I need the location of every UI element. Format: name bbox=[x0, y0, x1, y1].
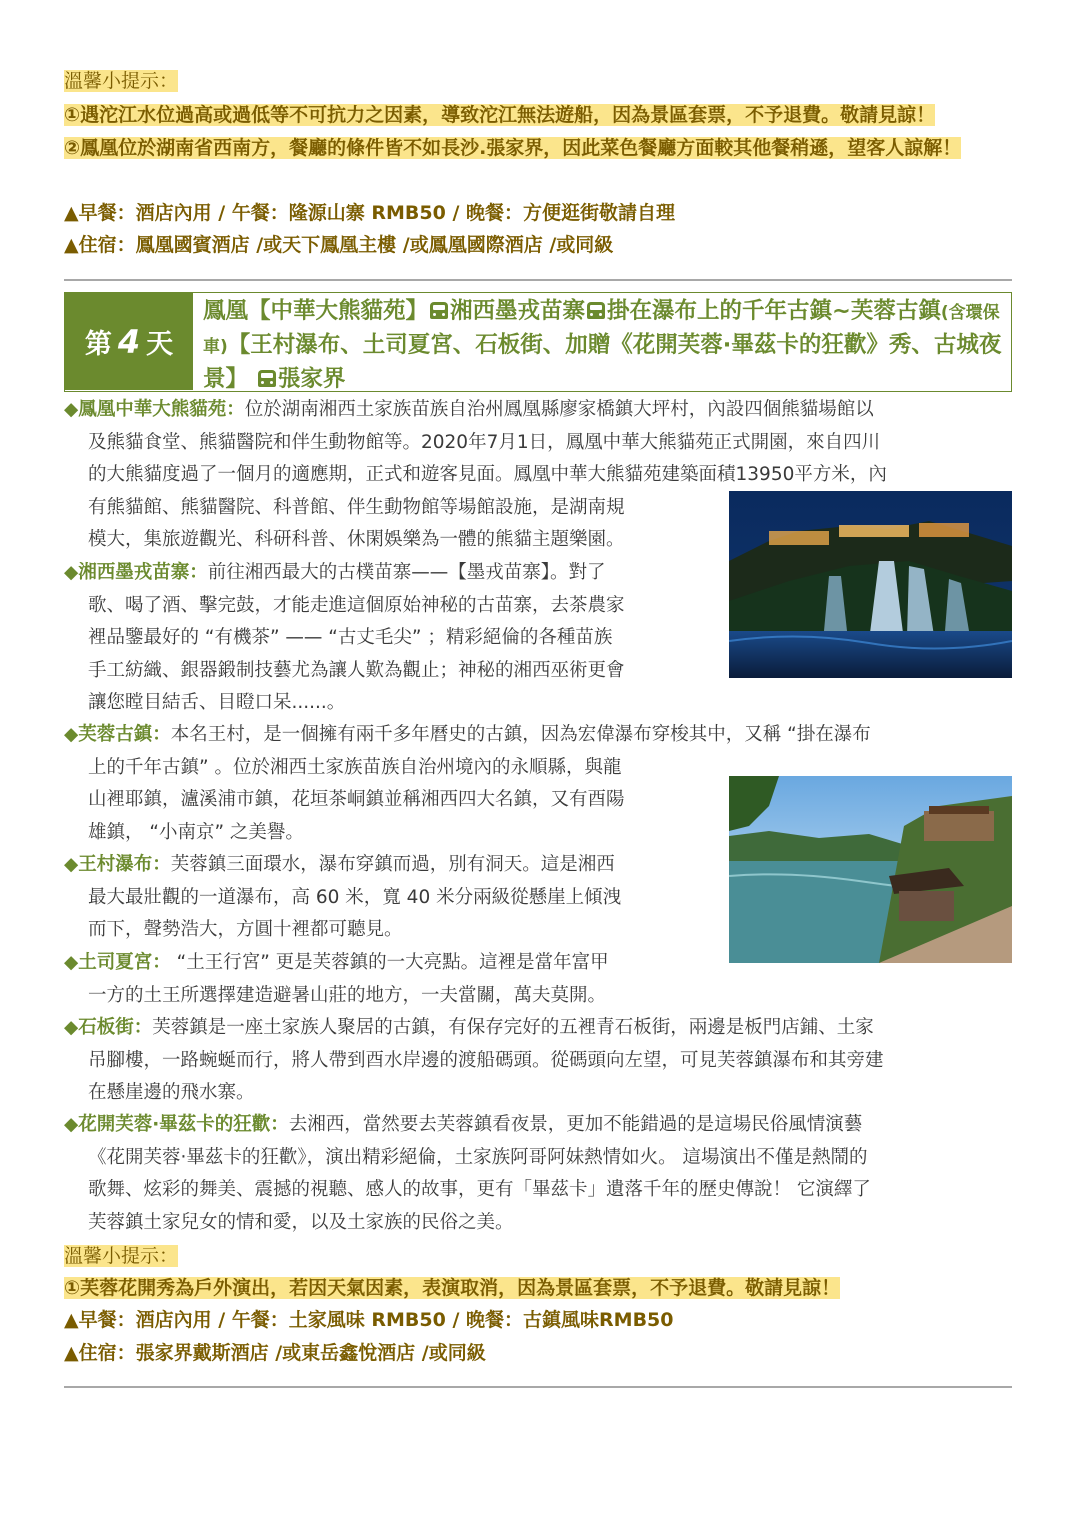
attraction-name: 鳳凰中華大熊貓苑： bbox=[78, 399, 245, 420]
attraction-name: 湘西墨戎苗寨： bbox=[78, 562, 208, 583]
hotel-line: ▲住宿：張家界戴斯酒店 /或東岳鑫悅酒店 /或同級 bbox=[64, 1342, 486, 1364]
bus-icon bbox=[258, 370, 276, 387]
text-line: “土王行宮” 更是芙蓉鎮的一大亮點。這裡是當年富甲 bbox=[170, 952, 609, 973]
diamond-icon: ◆ bbox=[64, 562, 79, 583]
text-line: 在懸崖邊的飛水寨。 bbox=[88, 1082, 255, 1103]
attraction-furong bbox=[64, 719, 1012, 849]
diamond-icon: ◆ bbox=[64, 399, 79, 420]
attraction-name: 石板街： bbox=[78, 1017, 153, 1038]
meal-line: ▲早餐：酒店內用 / 午餐：隆源山寨 RMB50 / 晚餐：方便逛街敬請自理 bbox=[64, 202, 676, 224]
text-line: 一方的土王所選擇建造避暑山莊的地方，一夫當關，萬夫莫開。 bbox=[88, 984, 607, 1006]
tips-title: 溫馨小提示： bbox=[64, 70, 179, 92]
text-line: 去湘西，當然要去芙蓉鎮看夜景，更加不能錯過的是這場民俗風情演藝 bbox=[288, 1114, 863, 1135]
diamond-icon: ◆ bbox=[64, 952, 79, 973]
day-tag-prefix: 第 bbox=[84, 329, 112, 360]
text-line: 芙蓉鎮是一座土家族人聚居的古鎮，有保存完好的五裡青石板街，兩邊是板門店鋪、土家 bbox=[152, 1017, 874, 1038]
day-tag-suffix: 天 bbox=[146, 329, 174, 360]
text-line: 芙蓉鎮土家兒女的情和愛，以及土家族的民俗之美。 bbox=[88, 1211, 514, 1233]
text-line: 歌舞、炫彩的舞美、震撼的視聽、感人的故事，更有「畢茲卡」遺落千年的歷史傳說！ 它演繹了 bbox=[88, 1179, 871, 1200]
text-line: 裡品鑒最好的 “有機茶” —— “古丈毛尖” ；精彩絕倫的各種苗族 bbox=[88, 627, 613, 648]
tip-line: ①遇沱江水位過高或過低等不可抗力之因素，導致沱江無法遊船，因為景區套票，不予退費。敬請見諒！ bbox=[64, 104, 936, 126]
day-title bbox=[203, 295, 1009, 395]
day-title-part: 掛在瀑布上的千年古鎮~芙蓉古鎮 bbox=[607, 298, 941, 324]
meal-line: ▲早餐：酒店內用 / 午餐：土家風味 RMB50 / 晚餐：古鎮風味RMB50 bbox=[64, 1309, 674, 1331]
text-line: 歌、喝了酒、擊完鼓，才能走進這個原始神秘的古苗寨，去茶農家 bbox=[88, 594, 625, 616]
divider bbox=[64, 279, 1012, 281]
day-title-part: 【王村瀑布、土司夏宮、石板街、加贈《花開芙蓉·畢茲卡的狂歡》秀、古城夜景】 bbox=[203, 332, 1002, 392]
tip-line: ②鳳凰位於湖南省西南方，餐廳的條件皆不如長沙.張家界，因此菜色餐廳方面較其他餐稍遜，望客人諒解！ bbox=[64, 137, 962, 159]
tips-title: 溫馨小提示： bbox=[64, 1245, 179, 1267]
text-line: 山裡耶鎮，瀘溪浦市鎮，花垣茶峒鎮並稱湘西四大名鎮，又有酉陽 bbox=[88, 789, 625, 810]
diamond-icon: ◆ bbox=[64, 854, 79, 875]
text-line: 前往湘西最大的古樸苗寨——【墨戎苗寨】。對了 bbox=[207, 562, 606, 583]
diamond-icon: ◆ bbox=[64, 1017, 79, 1038]
text-line: 的大熊貓度過了一個月的適應期，正式和遊客見面。鳳凰中華大熊貓苑建築面積13950平方米，內 bbox=[88, 464, 887, 485]
attraction-name: 芙蓉古鎮： bbox=[78, 724, 171, 745]
day-title-part: 鳳凰【中華大熊貓苑】 bbox=[203, 298, 429, 324]
text-line: 吊腳樓，一路蜿蜒而行，將人帶到酉水岸邊的渡船碼頭。從碼頭向左望，可見芙蓉鎮瀑布和其旁建 bbox=[88, 1049, 884, 1071]
text-line: 手工紡織、銀器鍛制技藝尤為讓人歎為觀止；神秘的湘西巫術更會 bbox=[88, 659, 625, 681]
attraction-miao bbox=[64, 557, 724, 720]
text-line: 雄鎮， “小南京” 之美譽。 bbox=[88, 821, 304, 843]
day-title-note: (含環保車) bbox=[203, 303, 1000, 357]
text-line: 有熊貓館、熊貓醫院、科普館、伴生動物館等場館設施，是湖南規 bbox=[88, 496, 625, 518]
attraction-falls bbox=[64, 849, 724, 947]
tip-line: ①芙蓉花開秀為戶外演出，若因天氣因素，表演取消，因為景區套票，不予退費。敬請見諒！ bbox=[64, 1277, 841, 1299]
text-line: 最大最壯觀的一道瀑布，高 60 米，寬 40 米分兩級從懸崖上傾洩 bbox=[88, 886, 622, 908]
text-line: 芙蓉鎮三面環水，瀑布穿鎮而過，別有洞天。這是湘西 bbox=[170, 854, 615, 875]
text-line: 上的千年古鎮” 。位於湘西土家族苗族自治州境內的永順縣，與龍 bbox=[88, 756, 622, 778]
day-title-part: 張家界 bbox=[277, 366, 346, 392]
attraction-street bbox=[64, 1012, 1012, 1110]
attraction-name: 王村瀑布： bbox=[78, 854, 171, 875]
day-header bbox=[64, 292, 1012, 392]
diamond-icon: ◆ bbox=[64, 1114, 79, 1135]
day-tag bbox=[65, 293, 193, 390]
text-line: 本名王村，是一個擁有兩千多年曆史的古鎮，因為宏偉瀑布穿梭其中，又稱 “掛在瀑布 bbox=[170, 724, 871, 745]
text-line: 及熊貓食堂、熊貓醫院和伴生動物館等。2020年7月1日，鳳凰中華大熊貓苑正式開園，來自四川 bbox=[88, 431, 881, 453]
attraction-name: 花開芙蓉·畢茲卡的狂歡： bbox=[78, 1114, 289, 1135]
attraction-show bbox=[64, 1109, 1012, 1239]
day-number: 4 bbox=[117, 322, 141, 361]
text-line: 模大，集旅遊觀光、科研科普、休閑娛樂為一體的熊貓主題樂園。 bbox=[88, 529, 625, 550]
attraction-palace bbox=[64, 947, 724, 1012]
attraction-name: 土司夏宮： bbox=[78, 952, 171, 973]
text-line: 位於湖南湘西土家族苗族自治州鳳凰縣廖家橋鎮大坪村，內設四個熊貓場館以 bbox=[244, 399, 874, 420]
diamond-icon: ◆ bbox=[64, 724, 79, 745]
bus-icon bbox=[587, 302, 605, 319]
hotel-line: ▲住宿：鳳凰國賓酒店 /或天下鳳凰主樓 /或鳳凰國際酒店 /或同級 bbox=[64, 234, 614, 256]
divider bbox=[64, 1386, 1012, 1388]
text-line: 讓您瞠目結舌、目瞪口呆......。 bbox=[88, 692, 346, 713]
text-line: 而下，聲勢浩大，方圓十裡都可聽見。 bbox=[88, 919, 403, 940]
text-line: 《花開芙蓉·畢茲卡的狂歡》，演出精彩絕倫，土家族阿哥阿妹熱情如火。 這場演出不僅是熱鬧的 bbox=[88, 1146, 868, 1168]
bus-icon bbox=[430, 302, 448, 319]
day-title-part: 湘西墨戎苗寨 bbox=[450, 298, 586, 324]
attraction-panda bbox=[64, 394, 1012, 557]
